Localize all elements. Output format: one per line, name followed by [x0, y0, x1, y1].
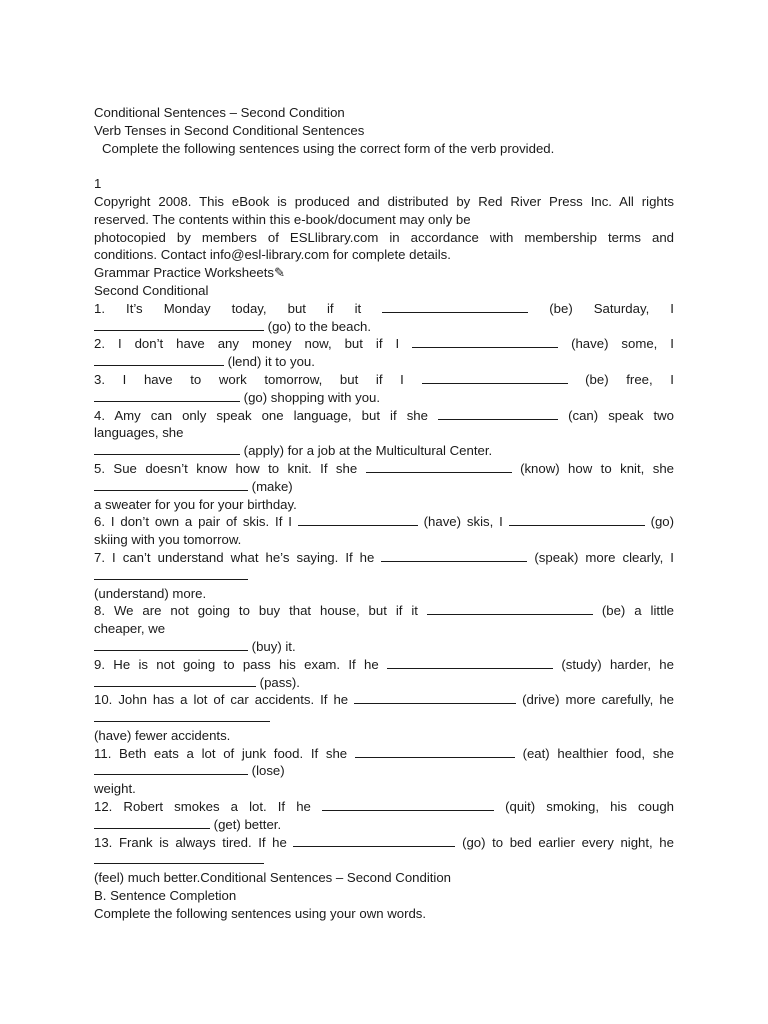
answer-blank[interactable] [94, 709, 270, 722]
copyright-line-4: conditions. Contact info@esl-library.com for complete details. [94, 247, 451, 263]
question-4-line-2: languages, she [94, 425, 184, 441]
question-1-line-1: 1. It’s Monday today, but if it (be) Saturday, I [94, 300, 674, 316]
answer-blank[interactable] [438, 407, 558, 420]
question-6-line-2: skiing with you tomorrow. [94, 532, 242, 548]
part-b-heading: B. Sentence Completion [94, 888, 237, 904]
document-title: Conditional Sentences – Second Condition [94, 105, 345, 120]
answer-blank[interactable] [94, 389, 240, 402]
question-7-line-1: 7. I can’t understand what he’s saying. If he (speak) more clearly, I [94, 549, 674, 565]
answer-blank[interactable] [387, 656, 553, 669]
copyright-line-3: photocopied by members of ESLlibrary.com in accordance with membership terms and [94, 229, 674, 245]
question-6-line-1: 6. I don’t own a pair of skis. If I (have) skis, I (go) [94, 514, 675, 530]
answer-blank[interactable] [427, 602, 593, 615]
question-3-line-1: 3. I have to work tomorrow, but if I (be) free, I [94, 371, 674, 387]
instruction-text: Complete the following sentences using the correct form of the verb provided. [102, 140, 555, 156]
question-13-line-1: 13. Frank is always tired. If he (go) to bed earlier every night, he [94, 834, 674, 850]
question-8-line-1: 8. We are not going to buy that house, but if it (be) a little [94, 603, 675, 619]
answer-blank[interactable] [94, 674, 256, 687]
question-5-line-1: 5. Sue doesn’t know how to knit. If she (know) how to knit, she [94, 460, 674, 476]
question-11-line-1: 11. Beth eats a lot of junk food. If she (eat) healthier food, she [94, 745, 674, 761]
question-3-line-2: (go) shopping with you. [94, 389, 674, 407]
question-10-line-2 [94, 709, 674, 727]
question-11-line-2: (lose) [94, 762, 674, 780]
answer-blank[interactable] [94, 353, 224, 366]
answer-blank[interactable] [381, 549, 527, 562]
answer-blank[interactable] [293, 834, 455, 847]
question-7-line-2 [94, 567, 674, 585]
question-4-line-3: (apply) for a job at the Multicultural Center. [94, 442, 674, 460]
question-9-line-2: (pass). [94, 674, 674, 692]
answer-blank[interactable] [94, 478, 248, 491]
answer-blank[interactable] [94, 851, 264, 864]
page-number: 1 [94, 176, 102, 192]
question-8-line-3: (buy) it. [94, 638, 674, 656]
question-2-line-2: (lend) it to you. [94, 353, 674, 371]
question-12-line-2: (get) better. [94, 816, 674, 834]
question-4-line-1: 4. Amy can only speak one language, but if she (can) speak two [94, 407, 674, 423]
answer-blank[interactable] [94, 318, 264, 331]
question-1-line-2: (go) to the beach. [94, 318, 674, 336]
answer-blank[interactable] [298, 513, 418, 526]
question-13-line-2 [94, 851, 674, 869]
answer-blank[interactable] [94, 567, 248, 580]
question-10-line-1: 10. John has a lot of car accidents. If he (drive) more carefully, he [94, 692, 674, 708]
answer-blank[interactable] [509, 513, 645, 526]
answer-blank[interactable] [94, 762, 248, 775]
copyright-line-1: Copyright 2008. This eBook is produced and distributed by Red River Press Inc. All rights [94, 193, 674, 209]
question-13-line-3: (feel) much better.Conditional Sentences – Second Condition [94, 870, 452, 886]
part-b-instruction: Complete the following sentences using your own words. [94, 905, 427, 921]
worksheet-header: Grammar Practice Worksheets✎ [94, 265, 286, 281]
answer-blank[interactable] [355, 745, 515, 758]
question-11-line-3: weight. [94, 781, 136, 797]
answer-blank[interactable] [94, 638, 248, 651]
answer-blank[interactable] [354, 691, 516, 704]
document-subtitle: Verb Tenses in Second Conditional Sentences [94, 122, 365, 138]
answer-blank[interactable] [94, 816, 210, 829]
answer-blank[interactable] [412, 335, 558, 348]
question-8-line-2: cheaper, we [94, 621, 166, 637]
copyright-line-2: reserved. The contents within this e-book/document may only be [94, 211, 471, 227]
question-7-line-3: (understand) more. [94, 585, 207, 601]
question-9-line-1: 9. He is not going to pass his exam. If he (study) harder, he [94, 656, 674, 672]
question-5-line-3: a sweater for you for your birthday. [94, 496, 297, 512]
answer-blank[interactable] [366, 460, 512, 473]
answer-blank[interactable] [94, 442, 240, 455]
answer-blank[interactable] [422, 371, 568, 384]
answer-blank[interactable] [322, 798, 494, 811]
answer-blank[interactable] [382, 300, 528, 313]
question-2-line-1: 2. I don’t have any money now, but if I (have) some, I [94, 336, 674, 352]
question-12-line-1: 12. Robert smokes a lot. If he (quit) smoking, his cough [94, 799, 674, 815]
question-5-line-2: (make) [94, 478, 674, 496]
question-10-line-3: (have) fewer accidents. [94, 727, 231, 743]
section-title: Second Conditional [94, 282, 209, 298]
